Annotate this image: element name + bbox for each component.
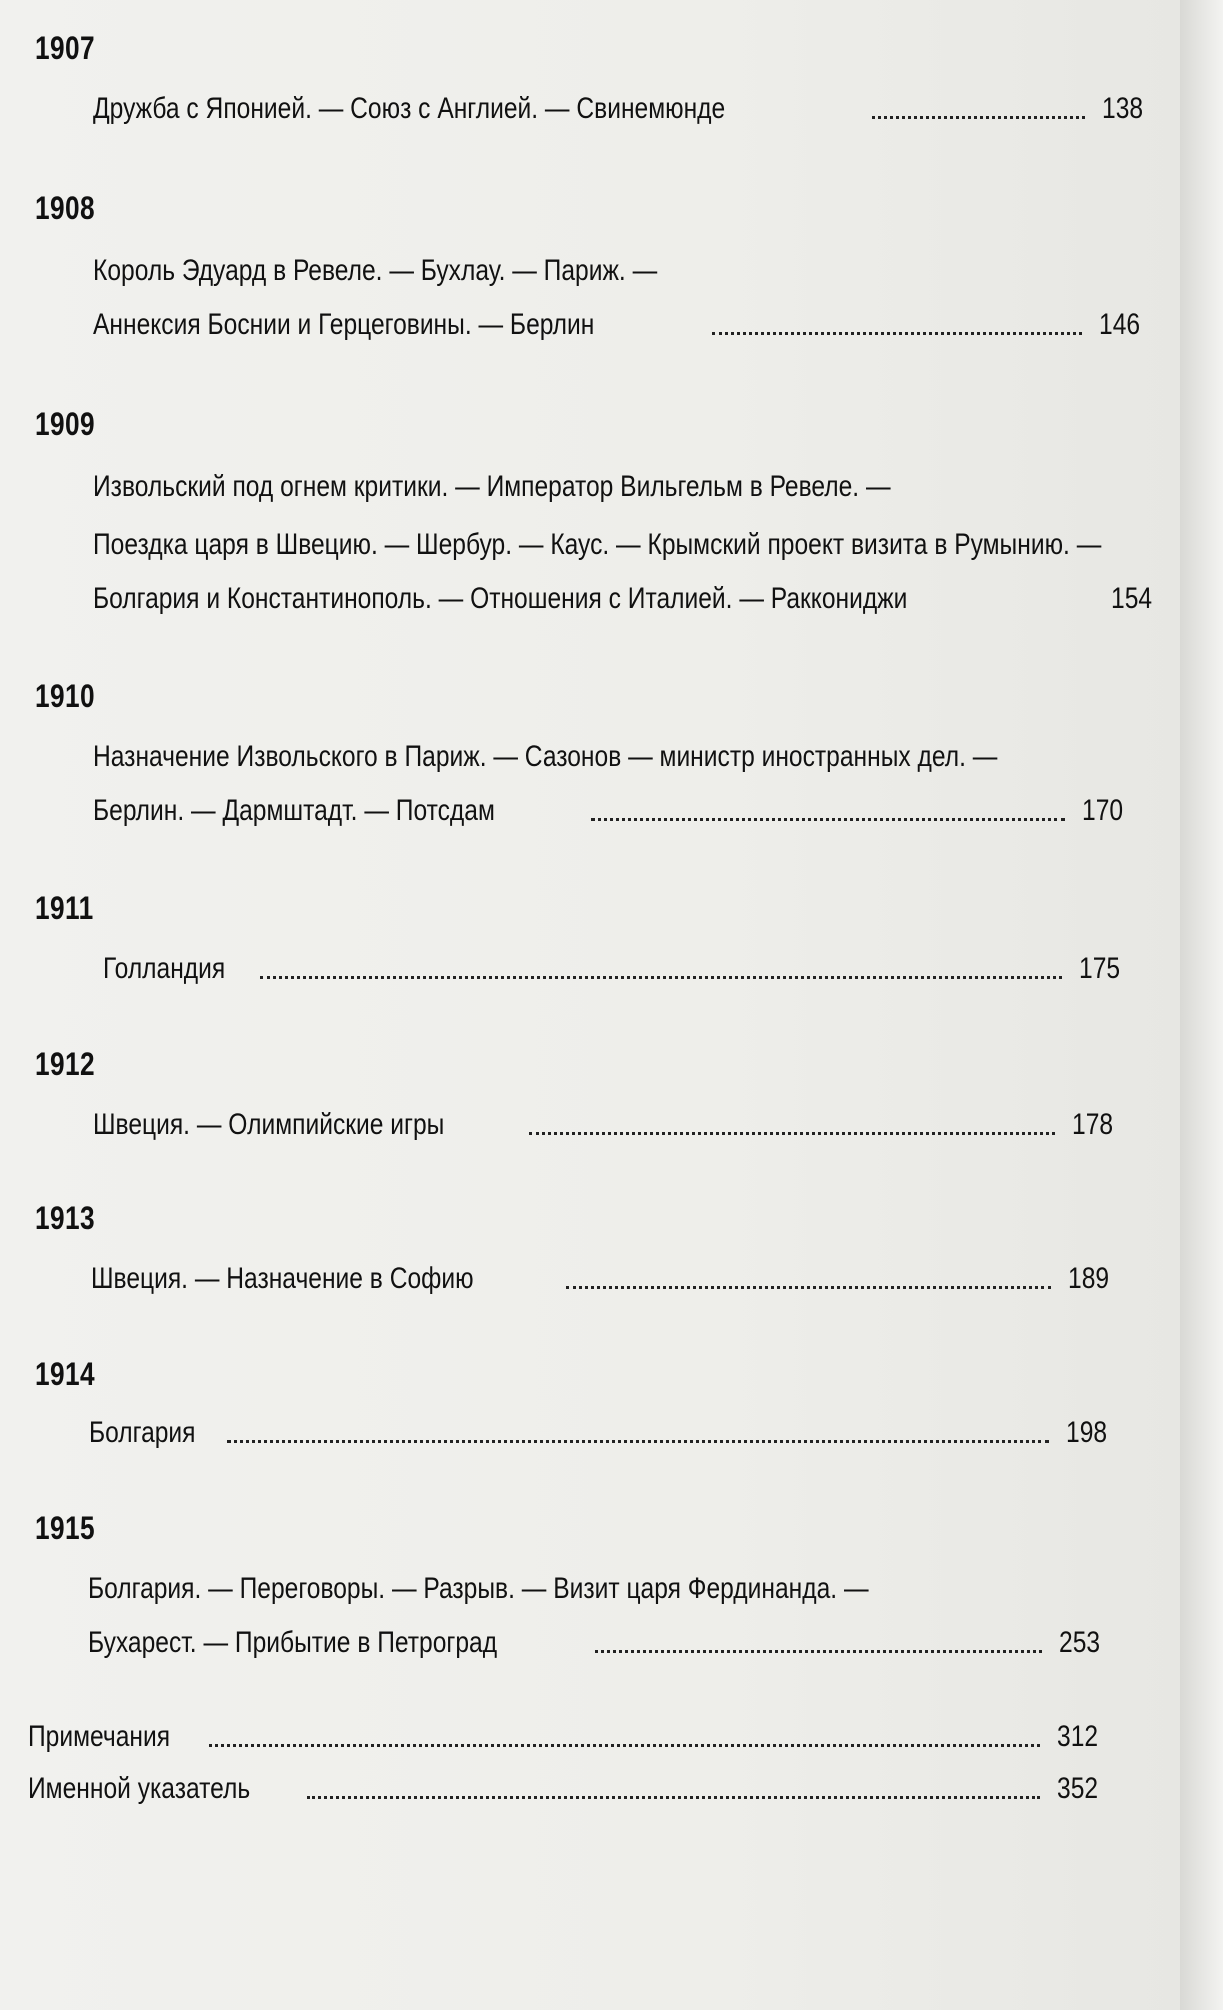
- entry-text: Примечания: [28, 1720, 171, 1753]
- year-heading: 1912: [35, 1046, 96, 1082]
- page-number: 170: [1081, 794, 1123, 827]
- entry-text: Голландия: [103, 952, 226, 985]
- leader-dots: [209, 1743, 1040, 1747]
- page-number: 352: [1056, 1772, 1098, 1805]
- leader-dots: [566, 1285, 1051, 1289]
- toc-entry[interactable]: [93, 308, 1140, 342]
- year-heading: 1914: [35, 1356, 96, 1392]
- leader-dots: [872, 115, 1085, 119]
- page-number: 154: [1111, 582, 1153, 615]
- entry-text: Берлин. — Дармштадт. — Потсдам: [93, 794, 495, 827]
- entry-line: Поездка царя в Швецию. — Шербур. — Каус. — Крымский проект визита в Румынию. —: [93, 528, 1102, 561]
- page-number: 146: [1098, 308, 1140, 341]
- toc-entry[interactable]: [93, 582, 1153, 616]
- toc-entry-name-index[interactable]: [28, 1772, 1098, 1806]
- leader-dots: [712, 331, 1082, 335]
- toc-entry[interactable]: [91, 1262, 1109, 1296]
- toc-entry[interactable]: [103, 952, 1120, 986]
- entry-text: Швеция. — Олимпийские игры: [93, 1108, 445, 1141]
- page-number: 138: [1101, 92, 1143, 125]
- year-heading: 1908: [35, 190, 96, 226]
- page-edge: [1180, 0, 1223, 2010]
- page-number: 178: [1071, 1108, 1113, 1141]
- toc-entry[interactable]: [88, 1626, 1100, 1660]
- entry-text: Дружба с Японией. — Союз с Англией. — Свинемюнде: [93, 92, 726, 125]
- year-heading: 1907: [35, 30, 96, 66]
- year-heading: 1911: [35, 890, 94, 926]
- entry-text: Швеция. — Назначение в Софию: [91, 1262, 474, 1295]
- toc-entry-notes[interactable]: [28, 1720, 1098, 1754]
- entry-text: Бухарест. — Прибытие в Петроград: [88, 1626, 498, 1659]
- leader-dots: [260, 975, 1062, 979]
- entry-text: Болгария и Константинополь. — Отношения с Италией. — Раккониджи: [93, 582, 908, 615]
- leader-dots: [595, 1649, 1042, 1653]
- year-heading: 1909: [35, 406, 96, 442]
- page-number: 198: [1065, 1416, 1107, 1449]
- page-number: 189: [1067, 1262, 1109, 1295]
- page-number: 175: [1078, 952, 1120, 985]
- page-number: 312: [1056, 1720, 1098, 1753]
- entry-text: Аннексия Боснии и Герцеговины. — Берлин: [93, 308, 595, 341]
- leader-dots: [529, 1131, 1054, 1135]
- leader-dots: [591, 817, 1065, 821]
- leader-dots: [307, 1795, 1040, 1799]
- toc-entry[interactable]: [93, 1108, 1113, 1142]
- page-number: 253: [1058, 1626, 1100, 1659]
- entry-text: Болгария: [89, 1416, 196, 1449]
- year-heading: 1915: [35, 1510, 96, 1546]
- toc-entry[interactable]: [89, 1416, 1107, 1450]
- entry-line: Назначение Извольского в Париж. — Сазонов — министр иностранных дел. —: [93, 740, 998, 773]
- entry-line: Болгария. — Переговоры. — Разрыв. — Визит царя Фердинанда. —: [88, 1572, 869, 1605]
- leader-dots: [227, 1439, 1049, 1443]
- year-heading: 1910: [35, 678, 96, 714]
- toc-entry[interactable]: [93, 92, 1143, 126]
- toc-entry[interactable]: [93, 794, 1123, 828]
- year-heading: 1913: [35, 1200, 96, 1236]
- entry-line: Извольский под огнем критики. — Император Вильгельм в Ревеле. —: [93, 470, 891, 503]
- entry-text: Именной указатель: [28, 1772, 251, 1805]
- entry-line: Король Эдуард в Ревеле. — Бухлау. — Париж. —: [93, 254, 658, 287]
